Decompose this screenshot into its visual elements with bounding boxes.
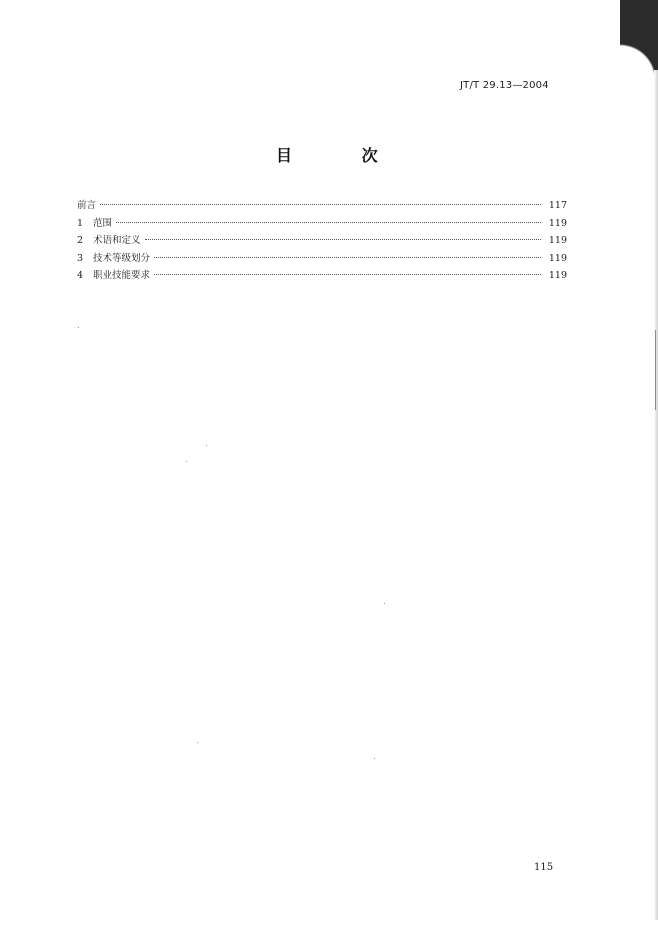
toc-entry-page: 117 — [548, 200, 567, 211]
scan-speck — [197, 742, 198, 743]
toc-title: 目 次 — [276, 146, 410, 165]
toc-entry-terms[interactable] — [77, 232, 567, 250]
toc-leader-dots — [154, 257, 541, 258]
document-code: JT/T 29.13—2004 — [460, 80, 549, 91]
toc-entry-page: 119 — [548, 235, 567, 246]
toc-entry-page: 119 — [548, 217, 567, 229]
toc-entry-number: 1 — [77, 217, 84, 229]
scan-speck — [374, 758, 375, 759]
toc-entry-page: 119 — [548, 270, 567, 281]
toc-entry-label: 前言 — [77, 200, 97, 211]
scan-speck — [78, 327, 79, 328]
scan-speck — [384, 603, 385, 604]
scan-speck — [206, 445, 207, 446]
toc-leader-dots — [154, 274, 541, 275]
toc-entry-label: 职业技能要求 — [93, 270, 151, 281]
toc-entry-foreword[interactable] — [77, 197, 567, 215]
toc-entry-label: 范围 — [93, 217, 113, 229]
scan-speck — [186, 461, 187, 462]
toc-entry-number: 2 — [77, 235, 84, 246]
toc-leader-dots — [116, 222, 541, 223]
toc-entry-number: 4 — [77, 270, 84, 281]
toc-entry-requirements[interactable] — [77, 267, 567, 285]
toc-entry-label: 术语和定义 — [93, 235, 141, 246]
toc-entry-number: 3 — [77, 252, 84, 264]
toc-leader-dots — [100, 204, 541, 205]
scan-corner-shadow — [620, 0, 658, 80]
toc-entry-grades[interactable] — [77, 250, 567, 268]
toc-entry-page: 119 — [548, 252, 567, 264]
table-of-contents — [77, 197, 567, 285]
scan-edge-shadow — [654, 70, 658, 920]
toc-leader-dots — [145, 239, 541, 240]
toc-entry-scope[interactable] — [77, 215, 567, 233]
page-number: 115 — [534, 862, 554, 873]
toc-entry-label: 技术等级划分 — [93, 252, 151, 264]
scan-edge-line — [655, 330, 656, 410]
